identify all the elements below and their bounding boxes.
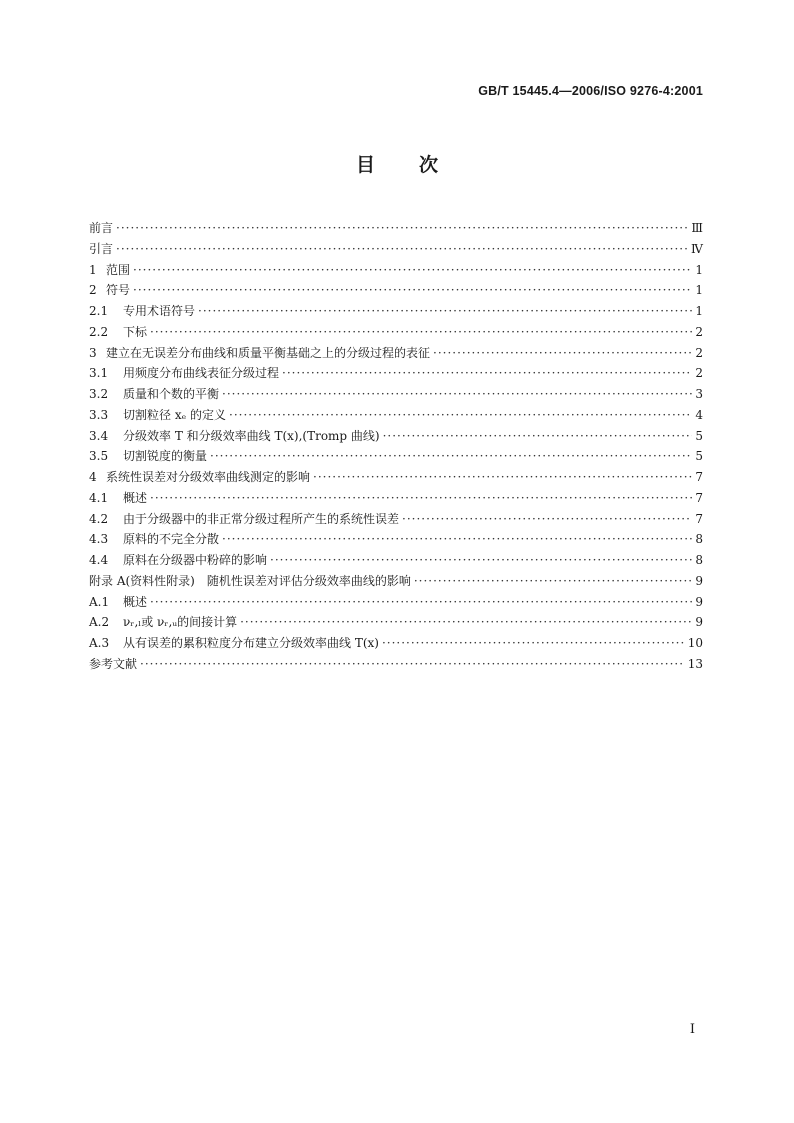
toc-entry-label: 质量和个数的平衡 [123, 387, 220, 401]
toc-entry[interactable] [89, 384, 703, 405]
toc-entry-page: 9 [695, 573, 703, 588]
toc-leader-dots [140, 654, 685, 675]
toc-entry-page: 1 [695, 304, 703, 318]
toc-entry[interactable] [89, 633, 703, 654]
toc-entry-number: 3.3 [89, 407, 109, 422]
toc-entry-page: 1 [695, 262, 703, 277]
toc-entry-number: 3.5 [89, 449, 109, 464]
toc-entry[interactable] [89, 612, 703, 633]
toc-entry-number: 3.4 [89, 428, 109, 443]
toc-entry-number: 3.1 [89, 366, 109, 381]
toc-leader-dots [133, 280, 692, 301]
toc-entry-page: 7 [695, 511, 703, 526]
toc-entry-page: 2 [695, 345, 703, 360]
toc-entry[interactable] [89, 571, 703, 592]
toc-entry-page: 2 [695, 366, 703, 381]
toc-leader-dots [222, 529, 692, 550]
toc-entry-label: 系统性误差对分级效率曲线测定的影响 [106, 470, 311, 484]
page-title: 目次 [355, 154, 482, 176]
toc-entry-number: A.3 [89, 636, 110, 650]
toc-entry[interactable] [89, 446, 703, 467]
toc-entry-label: 附录 A(资料性附录) 随机性误差对评估分级效率曲线的影响 [89, 573, 411, 588]
toc-entry-number: 4.2 [89, 511, 109, 526]
toc-entry[interactable] [89, 529, 703, 550]
toc-leader-dots [382, 633, 685, 654]
toc-leader-dots [433, 343, 692, 364]
toc-entry-page: 2 [695, 324, 703, 339]
toc-entry-label: 专用术语符号 [123, 304, 196, 318]
toc-leader-dots [383, 426, 693, 447]
toc-entry-page: Ⅲ [691, 221, 703, 235]
toc-entry-label: 由于分级器中的非正常分级过程所产生的系统性误差 [123, 511, 400, 526]
toc-leader-dots [150, 592, 692, 613]
toc-entry-page: 9 [695, 594, 703, 609]
toc-entry-page: 13 [687, 656, 703, 671]
toc-leader-dots [313, 467, 692, 488]
toc-entry-page: 3 [695, 387, 703, 401]
toc-leader-dots [270, 550, 692, 571]
toc-entry[interactable] [89, 405, 703, 426]
toc-entry[interactable] [89, 280, 703, 301]
toc-entry-number: 2 [89, 283, 97, 298]
toc-entry-number: 3.2 [89, 387, 109, 401]
toc-leader-dots [282, 363, 692, 384]
toc-entry-label: 建立在无误差分布曲线和质量平衡基础之上的分级过程的表征 [106, 345, 431, 360]
toc-entry[interactable] [89, 260, 703, 281]
toc-entry-number: 3 [89, 345, 97, 360]
toc-entry-label: 原料在分级器中粉碎的影响 [123, 553, 268, 567]
toc-entry[interactable] [89, 488, 703, 509]
standard-code: GB/T 15445.4—2006/ISO 9276-4:2001 [478, 84, 703, 98]
toc-leader-dots [210, 446, 692, 467]
toc-leader-dots [198, 301, 692, 322]
toc-entry-page: 7 [695, 490, 703, 505]
toc-entry-page: 9 [695, 615, 703, 630]
toc-entry-label: 引言 [89, 241, 114, 256]
table-of-contents [89, 218, 703, 675]
toc-leader-dots [222, 384, 692, 405]
toc-entry[interactable] [89, 467, 703, 488]
toc-entry[interactable] [89, 343, 703, 364]
toc-entry-number: 4.1 [89, 490, 109, 505]
toc-entry[interactable] [89, 654, 703, 675]
toc-entry-label: 概述 [123, 490, 148, 505]
toc-leader-dots [240, 612, 692, 633]
toc-entry[interactable] [89, 239, 703, 260]
toc-leader-dots [150, 488, 692, 509]
toc-entry-number: 4.4 [89, 553, 109, 567]
toc-entry-page: Ⅳ [691, 241, 703, 256]
toc-entry-page: 5 [695, 428, 703, 443]
toc-entry[interactable] [89, 550, 703, 571]
toc-leader-dots [402, 509, 692, 530]
toc-entry-number: 4.3 [89, 532, 109, 547]
toc-entry-label: νᵣ,ₗ或 νᵣ,ᵤ的间接计算 [123, 615, 238, 630]
toc-entry-label: 切割粒径 xₑ 的定义 [123, 407, 227, 422]
toc-entry-label: 从有误差的累积粒度分布建立分级效率曲线 T(x) [123, 636, 379, 650]
toc-entry[interactable] [89, 509, 703, 530]
toc-entry-number: 1 [89, 262, 97, 277]
toc-entry-label: 前言 [89, 221, 114, 235]
toc-entry[interactable] [89, 363, 703, 384]
toc-entry-label: 下标 [123, 324, 148, 339]
toc-leader-dots [116, 218, 688, 239]
toc-leader-dots [150, 322, 692, 343]
toc-entry-page: 8 [695, 553, 703, 567]
toc-entry[interactable] [89, 218, 703, 239]
toc-entry-label: 概述 [123, 594, 148, 609]
toc-entry-label: 符号 [106, 283, 131, 298]
toc-entry[interactable] [89, 322, 703, 343]
toc-leader-dots [414, 571, 693, 592]
toc-leader-dots [116, 239, 688, 260]
toc-entry-page: 1 [695, 283, 703, 298]
toc-entry-number: A.1 [89, 594, 110, 609]
toc-entry-label: 原料的不完全分散 [123, 532, 220, 547]
toc-entry-page: 7 [695, 470, 703, 484]
toc-entry-number: 2.1 [89, 304, 109, 318]
toc-entry-number: A.2 [89, 615, 110, 630]
toc-entry-number: 2.2 [89, 324, 109, 339]
toc-entry-page: 8 [695, 532, 703, 547]
toc-leader-dots [133, 260, 692, 281]
toc-entry-label: 范围 [106, 262, 131, 277]
toc-entry[interactable] [89, 301, 703, 322]
toc-entry-number: 4 [89, 470, 97, 484]
toc-leader-dots [229, 405, 692, 426]
toc-entry-label: 分级效率 T 和分级效率曲线 T(x),(Tromp 曲线) [123, 428, 380, 443]
page-number: I [689, 1022, 695, 1037]
toc-entry[interactable] [89, 592, 703, 613]
toc-entry-label: 参考文献 [89, 656, 138, 671]
toc-entry-label: 用频度分布曲线表征分级过程 [123, 366, 280, 381]
toc-entry-page: 4 [695, 407, 703, 422]
toc-entry[interactable] [89, 426, 703, 447]
toc-entry-label: 切割锐度的衡量 [123, 449, 208, 464]
toc-entry-page: 5 [695, 449, 703, 464]
toc-entry-page: 10 [687, 636, 703, 650]
